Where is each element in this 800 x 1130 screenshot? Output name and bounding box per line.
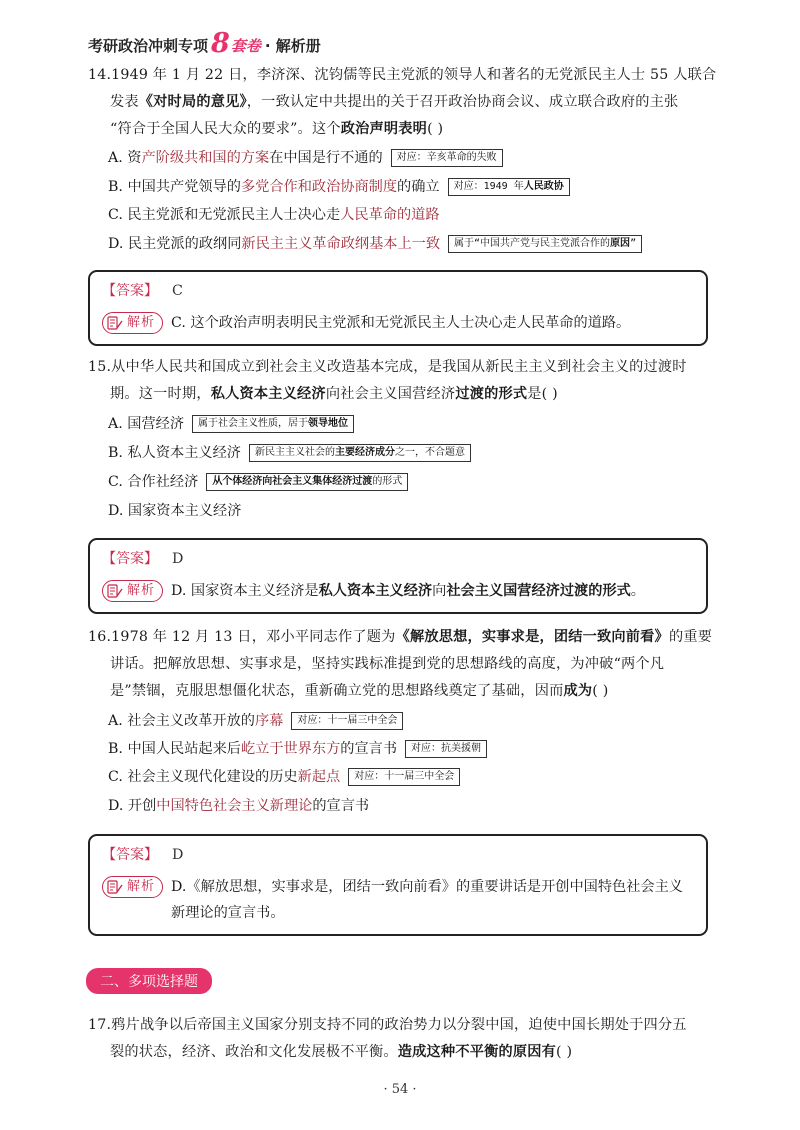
q16-option-d[interactable]: D. 开创 中国特色社会主义新理论 的宣言书 bbox=[108, 798, 370, 814]
q15-option-c[interactable]: C. 合作社经济 从个体经济向社会主义集体经济过渡的形式 bbox=[108, 472, 408, 492]
page-number: · 54 · bbox=[383, 1082, 417, 1097]
document-pen-icon bbox=[107, 316, 123, 330]
annotation-tag: 属于社会主义性质，居于领导地位 bbox=[192, 415, 354, 433]
question-number: 17. bbox=[88, 1017, 112, 1033]
explain-badge: 解析 bbox=[102, 312, 163, 334]
explain-badge: 解析 bbox=[102, 580, 163, 602]
annotation-tag: 对应：十一届三中全会 bbox=[291, 712, 403, 730]
q16-option-c[interactable]: C. 社会主义现代化建设的历史 新起点 对应：十一届三中全会 bbox=[108, 767, 460, 787]
answer-label: 【答案】 bbox=[102, 551, 158, 567]
q15-answer-box bbox=[88, 538, 708, 614]
q16-option-b[interactable]: B. 中国人民站起来后 屹立于世界东方 的宣言书 对应：抗美援朝 bbox=[108, 739, 487, 759]
answer-label: 【答案】 bbox=[102, 847, 158, 863]
explanation-text: D. 国家资本主义经济是私人资本主义经济向社会主义国营经济过渡的形式。 bbox=[171, 583, 645, 599]
answer-label: 【答案】 bbox=[102, 283, 158, 299]
explanation-text: C. 这个政治声明表明民主党派和无党派民主人士决心走人民革命的道路。 bbox=[171, 315, 631, 331]
q14-option-b[interactable]: B. 中国共产党领导的 多党合作和政治协商制度 的确立 对应：1949 年人民政协 bbox=[108, 177, 570, 197]
header-sub: · 解析册 bbox=[264, 37, 321, 55]
annotation-tag: 对应：1949 年人民政协 bbox=[448, 178, 570, 196]
q15-option-b[interactable]: B. 私人资本主义经济 新民主主义社会的主要经济成分之一，不合题意 bbox=[108, 443, 471, 463]
header-spring: 套卷 bbox=[230, 37, 261, 55]
annotation-tag: 从个体经济向社会主义集体经济过渡的形式 bbox=[206, 473, 408, 491]
section-heading: 二、多项选择题 bbox=[86, 968, 212, 994]
q14-answer-box bbox=[88, 270, 708, 346]
annotation-tag: 对应：十一届三中全会 bbox=[348, 768, 460, 786]
q14-option-d[interactable]: D. 民主党派的政纲同 新民主主义革命政纲基本上一致 属于“中国共产党与民主党派合作的原因” bbox=[108, 234, 642, 254]
answer-value: D bbox=[172, 551, 184, 567]
explanation-text: D.《解放思想，实事求是，团结一致向前看》的重要讲话是开创中国特色社会主义新理论的宣言书。 bbox=[171, 879, 683, 921]
question-14-stem: 14.1949 年 1 月 22 日，李济深、沈钧儒等民主党派的领导人和著名的无党派民主人士 55 人联合 发表《对时局的意见》，一致认定中共提出的关于召开政治协商会议、成立联合政府的主张 “符合于全国人民大众的要求”。这个政治声明表明( ) bbox=[88, 67, 717, 137]
question-16-stem: 16.1978 年 12 月 13 日，邓小平同志作了题为《解放思想，实事求是，团结一致向前看》的重要 讲话。把解放思想、实事求是，坚持实践标准提到党的思想路线的高度，为冲破“两个凡 是”禁锢，克服思想僵化状态，重新确立党的思想路线奠定了基础，因而成为( ) bbox=[88, 629, 713, 699]
annotation-tag: 新民主主义社会的主要经济成分之一，不合题意 bbox=[249, 444, 471, 462]
q15-option-d[interactable]: D. 国家资本主义经济 bbox=[108, 503, 242, 519]
question-17-stem: 17.鸦片战争以后帝国主义国家分别支持不同的政治势力以分裂中国，迫使中国长期处于四分五 裂的状态，经济、政治和文化发展极不平衡。造成这种不平衡的原因有( ) bbox=[88, 1017, 687, 1060]
question-number: 16. bbox=[88, 629, 112, 645]
annotation-tag: 对应：辛亥革命的失败 bbox=[391, 149, 503, 167]
question-15-stem: 15.从中华人民共和国成立到社会主义改造基本完成，是我国从新民主主义到社会主义的过渡时 期。这一时期，私人资本主义经济向社会主义国营经济过渡的形式是( ) bbox=[88, 359, 687, 402]
question-number: 15. bbox=[88, 359, 112, 375]
q16-answer-box bbox=[88, 834, 708, 936]
page-header bbox=[88, 26, 321, 59]
annotation-tag: 对应：抗美援朝 bbox=[405, 740, 487, 758]
explain-badge: 解析 bbox=[102, 876, 163, 898]
q14-option-c[interactable]: C. 民主党派和无党派民主人士决心走 人民革命的道路 bbox=[108, 207, 440, 223]
document-pen-icon bbox=[107, 880, 123, 894]
annotation-tag: 属于“中国共产党与民主党派合作的原因” bbox=[448, 235, 642, 253]
q15-option-a[interactable]: A. 国营经济 属于社会主义性质，居于领导地位 bbox=[108, 414, 354, 434]
document-pen-icon bbox=[107, 584, 123, 598]
q14-option-a[interactable]: A. 资 产阶级共和国的方案 在中国是行不通的 对应：辛亥革命的失败 bbox=[108, 148, 503, 168]
header-number: 8 bbox=[211, 28, 230, 59]
question-number: 14. bbox=[88, 67, 112, 83]
answer-value: D bbox=[172, 847, 184, 863]
answer-value: C bbox=[172, 283, 183, 299]
header-title: 考研政治冲刺专项 bbox=[88, 37, 209, 55]
q16-option-a[interactable]: A. 社会主义改革开放的 序幕 对应：十一届三中全会 bbox=[108, 711, 403, 731]
